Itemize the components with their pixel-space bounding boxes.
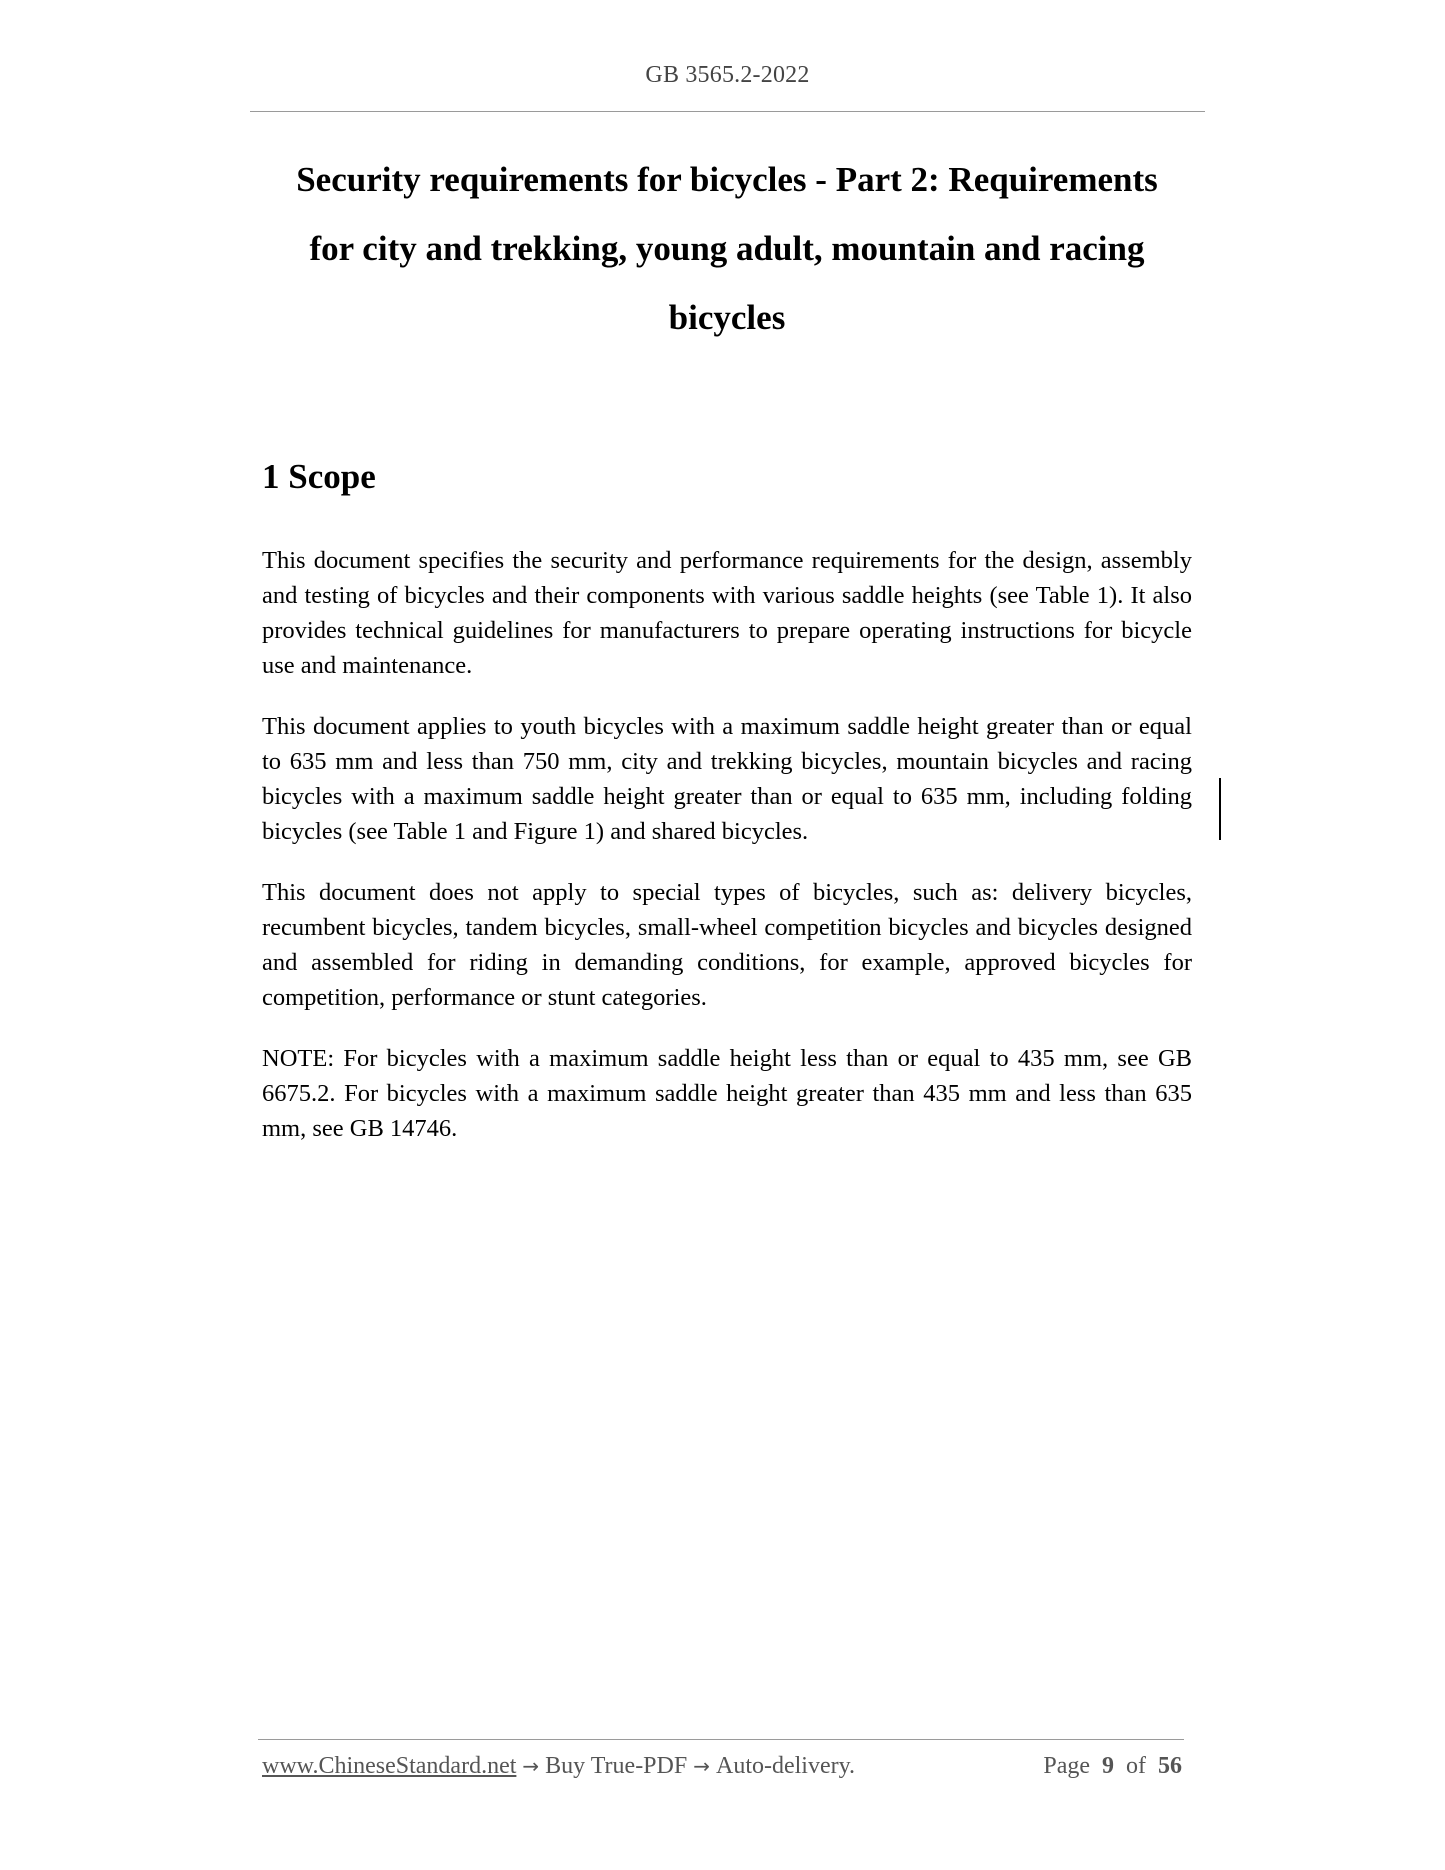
scope-paragraph-3: This document does not apply to special types of bicycles, such as: delivery bicycles, recumbent bicycles, tandem bicycles, small-wheel competition bicycles and bicycles designed and assembled for riding in demanding conditions, for example, approved bicycles for competition, performance or stunt categories. xyxy=(262,879,1192,1011)
footer-promo xyxy=(262,1753,855,1780)
arrow-right-icon: → xyxy=(693,1754,710,1778)
page-label: Page xyxy=(1043,1753,1090,1779)
title-line-1: Security requirements for bicycles - Part 2: Requirements xyxy=(296,160,1158,199)
of-label: of xyxy=(1126,1753,1146,1779)
page-header-doc-code: GB 3565.2-2022 xyxy=(645,62,810,88)
scope-paragraph-1: This document specifies the security and performance requirements for the design, assembly and testing of bicycles and their components with various saddle heights (see Table 1). It also provides technical guidelines for manufacturers to prepare operating instructions for bicycle use and maintenance. xyxy=(262,547,1192,679)
title-line-2: for city and trekking, young adult, mountain and racing xyxy=(309,229,1145,268)
revision-change-bar xyxy=(1219,778,1221,840)
scope-note: NOTE: For bicycles with a maximum saddle height less than or equal to 435 mm, see GB 6675.2. For bicycles with a maximum saddle height greater than 435 mm and less than 635 mm, see GB 14746. xyxy=(262,1045,1192,1142)
footer-rule xyxy=(258,1739,1184,1740)
scope-body xyxy=(262,543,1192,1172)
document-title xyxy=(262,145,1192,352)
scope-paragraph-2: This document applies to youth bicycles with a maximum saddle height greater than or equal to 635 mm and less than 750 mm, city and trekking bicycles, mountain bicycles and racing bicycles with a maximum saddle height greater than or equal to 635 mm, including folding bicycles (see Table 1 and Figure 1) and shared bicycles. xyxy=(262,713,1192,845)
section-heading-scope: 1 Scope xyxy=(262,457,376,496)
header-rule xyxy=(250,111,1205,112)
arrow-right-icon: → xyxy=(522,1754,540,1778)
chinesestandard-link[interactable]: www.ChineseStandard.net xyxy=(262,1753,517,1779)
page-indicator xyxy=(1043,1753,1182,1780)
current-page-number: 9 xyxy=(1102,1753,1114,1779)
page-footer xyxy=(262,1753,1182,1789)
title-line-3: bicycles xyxy=(668,298,786,337)
total-pages: 56 xyxy=(1158,1753,1182,1779)
auto-delivery-text: Auto-delivery. xyxy=(715,1753,856,1779)
buy-true-pdf-text: Buy True-PDF xyxy=(545,1753,688,1779)
